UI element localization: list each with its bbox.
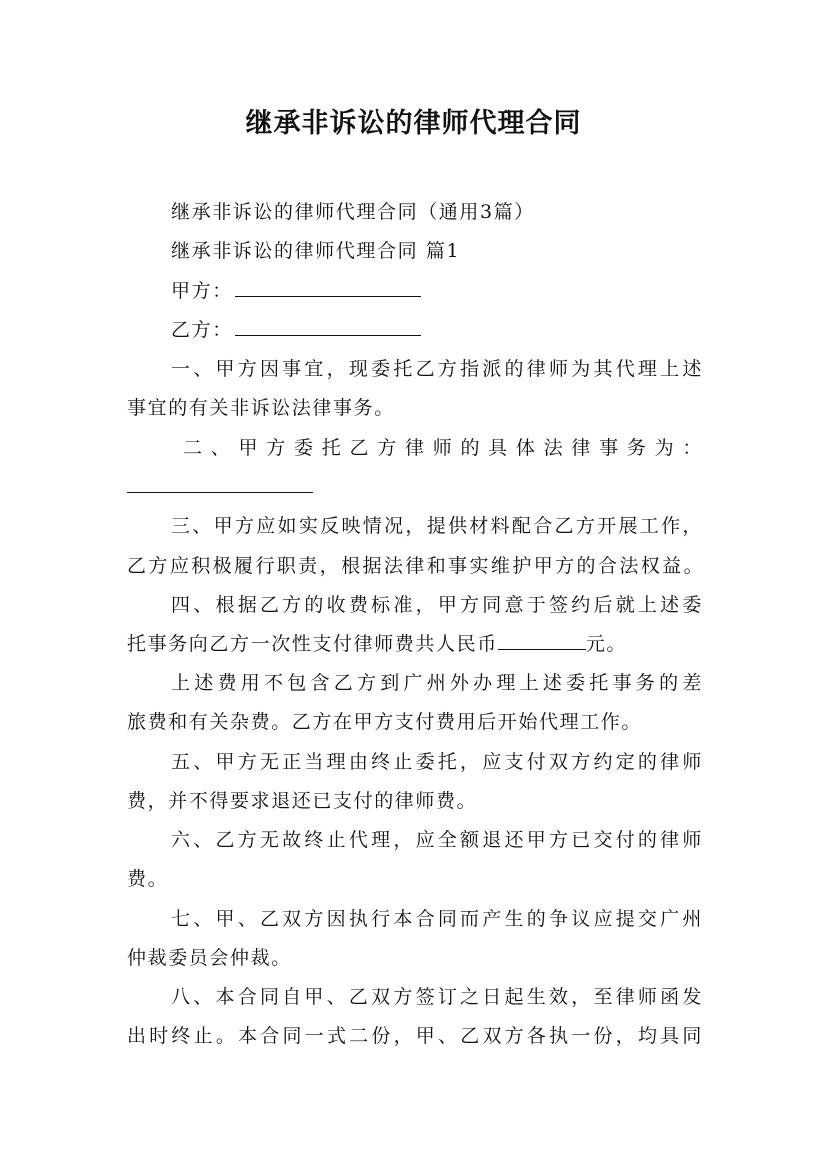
document-subtitle: 继承非诉讼的律师代理合同（通用3篇） (171, 201, 535, 223)
clause-3-line-2: 乙方应积极履行职责，根据法律和事实维护甲方的合法权益。 (127, 555, 703, 577)
document-title: 继承非诉讼的律师代理合同 (245, 108, 582, 139)
clause-8-line-2: 出时终止。本合同一式二份，甲、乙双方各执一份，均具同 (127, 1025, 703, 1047)
party-b-label: 乙方： (171, 319, 233, 341)
clause-3-line-1: 三、甲方应如实反映情况，提供材料配合乙方开展工作， (171, 515, 703, 537)
clause-4-text-before-blank: 托事务向乙方一次性支付律师费共人民币 (127, 633, 498, 655)
clause-1-line-2: 事宜的有关非诉讼法律事务。 (127, 397, 395, 419)
section-heading: 继承非诉讼的律师代理合同 篇1 (171, 240, 461, 262)
party-a-label: 甲方： (171, 280, 233, 302)
clause-5-line-1: 五、甲方无正当理由终止委托，应支付双方约定的律师 (171, 751, 703, 773)
clause-7-line-1: 七、甲、乙双方因执行本合同而产生的争议应提交广州 (171, 908, 703, 930)
clause-4b-line-1: 上述费用不包含乙方到广州外办理上述委托事务的差 (171, 672, 703, 694)
clause-2-line-1: 二、甲方委托乙方律师的具体法律事务为： (183, 437, 703, 459)
party-b-blank (235, 311, 421, 336)
clause-2-blank-line (127, 467, 703, 507)
clause-4b-line-2: 旅费和有关杂费。乙方在甲方支付费用后开始代理工作。 (127, 711, 643, 733)
clause-6-line-1: 六、乙方无故终止代理，应全额退还甲方已交付的律师 (171, 829, 703, 851)
clause-2-blank (127, 468, 313, 493)
clause-5-line-2: 费，并不得要求退还已支付的律师费。 (127, 790, 478, 812)
party-a-blank (235, 272, 421, 297)
party-a-line (171, 271, 703, 311)
clause-4-text-after-blank: 元。 (585, 633, 628, 655)
clause-1-line-1: 一、甲方因事宜，现委托乙方指派的律师为其代理上述 (171, 358, 703, 380)
clause-4-line-2 (127, 624, 703, 664)
fee-amount-blank (498, 625, 586, 650)
party-b-line (171, 310, 703, 350)
clause-8-line-1: 八、本合同自甲、乙双方签订之日起生效，至律师函发 (171, 986, 703, 1008)
clause-7-line-2: 仲裁委员会仲裁。 (127, 947, 292, 969)
clause-4-line-1: 四、根据乙方的收费标准，甲方同意于签约后就上述委 (171, 594, 703, 616)
clause-6-line-2: 费。 (127, 868, 169, 890)
